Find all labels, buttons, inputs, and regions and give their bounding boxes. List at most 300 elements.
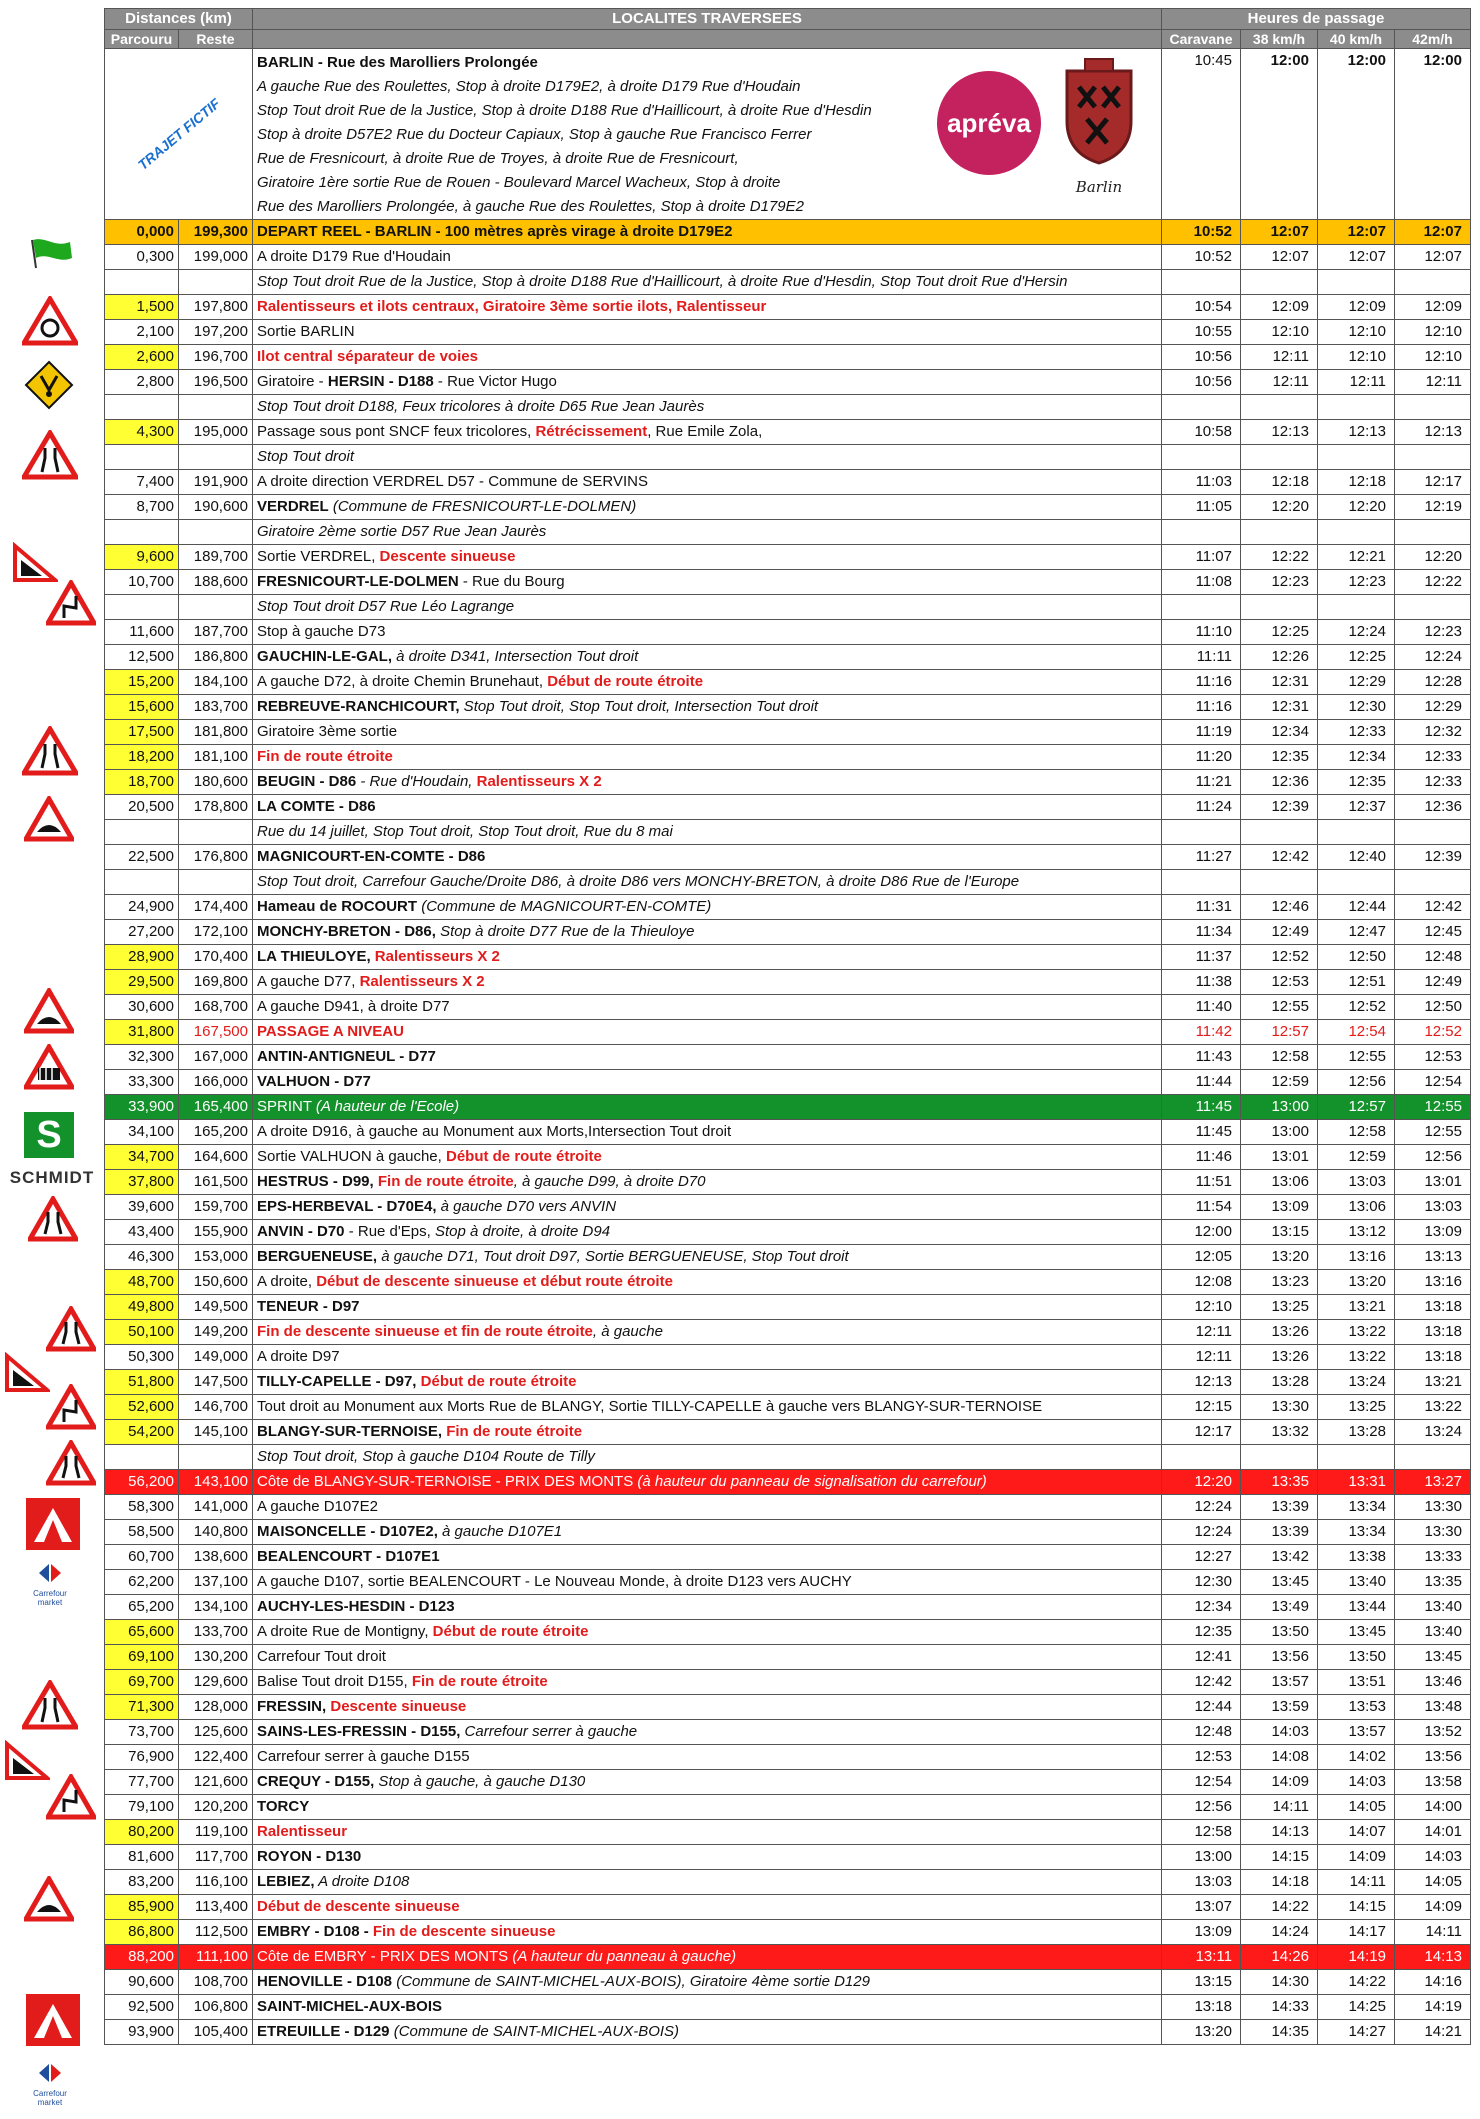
time-40: 13:31 <box>1318 1470 1395 1495</box>
time-38: 12:42 <box>1241 845 1318 870</box>
description-part: Stop Tout droit, Carrefour Gauche/Droite D86, à droite D86 vers MONCHY-BRETON, à droite D86 Rue de l'Europe <box>257 873 1020 890</box>
caravane-time <box>1162 1445 1241 1470</box>
route-continuation-row <box>105 595 1471 620</box>
location-description <box>253 1720 1162 1745</box>
route-row <box>105 545 1471 570</box>
caravane-time: 12:11 <box>1162 1345 1241 1370</box>
time-38: 12:18 <box>1241 470 1318 495</box>
caravane-time: 12:17 <box>1162 1420 1241 1445</box>
km-reste: 169,800 <box>179 970 253 995</box>
location-description <box>253 320 1162 345</box>
time-38: 12:31 <box>1241 695 1318 720</box>
time-38: 13:20 <box>1241 1245 1318 1270</box>
description-part: A droite direction VERDREL D57 - Commune de SERVINS <box>257 473 649 490</box>
km-reste: 161,500 <box>179 1170 253 1195</box>
time-42: 12:49 <box>1395 970 1471 995</box>
description-part: Rue du 14 juillet, Stop Tout droit, Stop Tout droit, Rue du 8 mai <box>257 823 673 840</box>
km-parcouru: 46,300 <box>105 1245 179 1270</box>
caravane-time: 13:03 <box>1162 1870 1241 1895</box>
caravane-time: 10:45 <box>1162 49 1241 220</box>
time-38: 13:59 <box>1241 1695 1318 1720</box>
description-part: à gauche D107E1 <box>437 1523 563 1540</box>
route-row <box>105 770 1471 795</box>
km-reste: 176,800 <box>179 845 253 870</box>
caravane-time: 11:38 <box>1162 970 1241 995</box>
km-parcouru: 76,900 <box>105 1745 179 1770</box>
time-40 <box>1318 520 1395 545</box>
time-42: 13:27 <box>1395 1470 1471 1495</box>
route-row <box>105 495 1471 520</box>
narrowing-road-sign-icon <box>28 1196 78 1242</box>
location-description <box>253 1420 1162 1445</box>
location-description <box>253 795 1162 820</box>
caravane-time: 11:42 <box>1162 1020 1241 1045</box>
time-38: 12:58 <box>1241 1045 1318 1070</box>
caravane-time: 11:08 <box>1162 570 1241 595</box>
time-40: 12:18 <box>1318 470 1395 495</box>
km-parcouru: 62,200 <box>105 1570 179 1595</box>
route-row <box>105 1620 1471 1645</box>
km-reste: 150,600 <box>179 1270 253 1295</box>
description-part: A gauche D72, à droite Chemin Brunehaut, <box>257 673 548 690</box>
route-row <box>105 1520 1471 1545</box>
time-40: 12:23 <box>1318 570 1395 595</box>
time-42: 14:19 <box>1395 1995 1471 2020</box>
description-part: à droite D341, Intersection Tout droit <box>392 648 639 665</box>
time-38: 12:36 <box>1241 770 1318 795</box>
time-42: 12:53 <box>1395 1045 1471 1070</box>
time-42: 14:00 <box>1395 1795 1471 1820</box>
caravane-time: 11:31 <box>1162 895 1241 920</box>
description-part: REBREUVE-RANCHICOURT, <box>257 698 460 715</box>
km-parcouru: 58,300 <box>105 1495 179 1520</box>
location-description <box>253 1770 1162 1795</box>
caravane-time: 12:24 <box>1162 1495 1241 1520</box>
caravane-time: 12:58 <box>1162 1820 1241 1845</box>
location-description <box>253 1995 1162 2020</box>
narrowing-road-sign-icon <box>22 1680 78 1730</box>
time-38: 13:32 <box>1241 1420 1318 1445</box>
caravane-time: 10:54 <box>1162 295 1241 320</box>
km-reste: 146,700 <box>179 1395 253 1420</box>
km-reste <box>179 595 253 620</box>
time-38: 14:13 <box>1241 1820 1318 1845</box>
km-reste: 143,100 <box>179 1470 253 1495</box>
time-42 <box>1395 395 1471 420</box>
time-40 <box>1318 870 1395 895</box>
time-40 <box>1318 445 1395 470</box>
time-42: 13:46 <box>1395 1670 1471 1695</box>
time-40: 14:11 <box>1318 1870 1395 1895</box>
description-part: Passage sous pont SNCF feux tricolores, <box>257 423 536 440</box>
location-description <box>253 1395 1162 1420</box>
carrefour-market-logo: Carrefour market <box>28 2062 72 2102</box>
km-parcouru <box>105 520 179 545</box>
time-42: 12:52 <box>1395 1020 1471 1045</box>
caravane-time: 11:03 <box>1162 470 1241 495</box>
km-reste: 120,200 <box>179 1795 253 1820</box>
km-parcouru: 85,900 <box>105 1895 179 1920</box>
time-40: 12:24 <box>1318 620 1395 645</box>
time-42: 13:09 <box>1395 1220 1471 1245</box>
intro-line: Giratoire 1ère sortie Rue de Rouen - Boulevard Marcel Wacheux, Stop à droite <box>257 174 781 191</box>
time-42: 12:29 <box>1395 695 1471 720</box>
description-part: EPS-HERBEVAL - D70E4, <box>257 1198 437 1215</box>
time-40: 13:53 <box>1318 1695 1395 1720</box>
km-parcouru: 0,300 <box>105 245 179 270</box>
km-reste: 165,200 <box>179 1120 253 1145</box>
caravane-time: 11:10 <box>1162 620 1241 645</box>
km-parcouru: 79,100 <box>105 1795 179 1820</box>
description-part: ETREUILLE - D129 <box>257 2023 390 2040</box>
description-part: Fin de route étroite <box>257 748 393 765</box>
caravane-time: 12:10 <box>1162 1295 1241 1320</box>
km-parcouru: 33,300 <box>105 1070 179 1095</box>
route-continuation-row <box>105 445 1471 470</box>
km-reste: 140,800 <box>179 1520 253 1545</box>
km-parcouru: 9,600 <box>105 545 179 570</box>
caravane-time: 12:30 <box>1162 1570 1241 1595</box>
time-42: 14:01 <box>1395 1820 1471 1845</box>
km-parcouru: 37,800 <box>105 1170 179 1195</box>
location-description <box>253 545 1162 570</box>
km-reste: 199,000 <box>179 245 253 270</box>
description-part: A gauche D107, sortie BEALENCOURT - Le Nouveau Monde, à droite D123 vers AUCHY <box>257 1573 852 1590</box>
location-description <box>253 220 1162 245</box>
time-42: 13:24 <box>1395 1420 1471 1445</box>
description-part: Descente sinueuse <box>379 548 516 565</box>
km-parcouru: 71,300 <box>105 1695 179 1720</box>
description-part: ROYON - D130 <box>257 1848 362 1865</box>
km-reste: 125,600 <box>179 1720 253 1745</box>
description-part: HESTRUS - D99, <box>257 1173 378 1190</box>
descent-sign-icon <box>4 1352 50 1394</box>
km-reste: 117,700 <box>179 1845 253 1870</box>
description-part: - Rue du Bourg <box>458 573 565 590</box>
time-40: 12:21 <box>1318 545 1395 570</box>
description-part: à gauche D70 vers ANVIN <box>436 1198 617 1215</box>
description-part: (à hauteur du panneau de signalisation du carrefour) <box>637 1473 987 1490</box>
time-42: 12:42 <box>1395 895 1471 920</box>
route-row <box>105 1870 1471 1895</box>
description-part: Sortie BARLIN <box>257 323 355 340</box>
time-38: 13:28 <box>1241 1370 1318 1395</box>
time-42: 12:10 <box>1395 345 1471 370</box>
description-part: - Rue d'Houdain, <box>356 773 477 790</box>
caravane-time <box>1162 870 1241 895</box>
time-42: 13:18 <box>1395 1345 1471 1370</box>
km-parcouru: 4,300 <box>105 420 179 445</box>
time-40: 14:02 <box>1318 1745 1395 1770</box>
route-row <box>105 1695 1471 1720</box>
description-part: Sortie VALHUON à gauche, <box>257 1148 446 1165</box>
time-38: 13:57 <box>1241 1670 1318 1695</box>
time-42: 13:21 <box>1395 1370 1471 1395</box>
time-40: 13:21 <box>1318 1295 1395 1320</box>
km-parcouru: 69,700 <box>105 1670 179 1695</box>
time-40: 14:17 <box>1318 1920 1395 1945</box>
route-row <box>105 795 1471 820</box>
caravane-time: 11:16 <box>1162 695 1241 720</box>
km-parcouru: 34,100 <box>105 1120 179 1145</box>
time-38: 12:31 <box>1241 670 1318 695</box>
description-part: LA COMTE - D86 <box>257 798 376 815</box>
km-reste: 197,800 <box>179 295 253 320</box>
time-38: 12:07 <box>1241 245 1318 270</box>
speed-40-header: 40 km/h <box>1318 30 1395 49</box>
time-38: 13:09 <box>1241 1195 1318 1220</box>
km-reste: 147,500 <box>179 1370 253 1395</box>
route-row <box>105 620 1471 645</box>
caravane-time: 12:44 <box>1162 1695 1241 1720</box>
intro-line: Stop Tout droit Rue de la Justice, Stop à droite D188 Rue d'Haillicourt, à droite Rue d'Hesdin <box>257 102 872 119</box>
time-38: 12:09 <box>1241 295 1318 320</box>
time-42: 12:19 <box>1395 495 1471 520</box>
km-parcouru: 28,900 <box>105 945 179 970</box>
time-38: 12:25 <box>1241 620 1318 645</box>
caravane-time: 12:53 <box>1162 1745 1241 1770</box>
location-description <box>253 520 1162 545</box>
heures-header: Heures de passage <box>1162 9 1471 30</box>
km-reste: 168,700 <box>179 995 253 1020</box>
time-42: 13:56 <box>1395 1745 1471 1770</box>
time-40: 14:07 <box>1318 1820 1395 1845</box>
km-reste: 153,000 <box>179 1245 253 1270</box>
time-40: 14:27 <box>1318 2020 1395 2045</box>
description-part: Descente sinueuse <box>330 1698 467 1715</box>
description-part: Stop Tout droit <box>257 448 355 465</box>
time-40: 12:11 <box>1318 370 1395 395</box>
km-reste: 197,200 <box>179 320 253 345</box>
time-42: 13:30 <box>1395 1520 1471 1545</box>
route-row <box>105 1145 1471 1170</box>
km-parcouru: 48,700 <box>105 1270 179 1295</box>
km-parcouru: 17,500 <box>105 720 179 745</box>
caravane-time: 10:56 <box>1162 370 1241 395</box>
time-40 <box>1318 1445 1395 1470</box>
winding-road-sign-icon <box>46 1774 96 1820</box>
km-reste: 181,800 <box>179 720 253 745</box>
km-reste: 108,700 <box>179 1970 253 1995</box>
km-parcouru: 0,000 <box>105 220 179 245</box>
location-description <box>253 945 1162 970</box>
time-40: 12:10 <box>1318 320 1395 345</box>
description-part: A gauche D107E2 <box>257 1498 378 1515</box>
fictif-route-description <box>253 49 1162 220</box>
description-part: Stop à gauche, à gauche D130 <box>374 1773 586 1790</box>
time-40: 13:50 <box>1318 1645 1395 1670</box>
km-parcouru: 30,600 <box>105 995 179 1020</box>
km-parcouru: 86,800 <box>105 1920 179 1945</box>
caravane-header: Caravane <box>1162 30 1241 49</box>
location-description <box>253 720 1162 745</box>
km-reste: 172,100 <box>179 920 253 945</box>
route-row <box>105 1770 1471 1795</box>
location-description <box>253 295 1162 320</box>
km-reste: 167,500 <box>179 1020 253 1045</box>
caravane-time: 11:51 <box>1162 1170 1241 1195</box>
time-42: 12:28 <box>1395 670 1471 695</box>
time-38: 14:11 <box>1241 1795 1318 1820</box>
time-42: 13:40 <box>1395 1620 1471 1645</box>
winding-road-sign-icon <box>46 1384 96 1430</box>
route-row <box>105 745 1471 770</box>
description-part: Début de route étroite <box>445 1148 602 1165</box>
location-description <box>253 1845 1162 1870</box>
location-description <box>253 1370 1162 1395</box>
route-row <box>105 1845 1471 1870</box>
time-38: 12:52 <box>1241 945 1318 970</box>
time-40: 12:54 <box>1318 1020 1395 1045</box>
route-row <box>105 1545 1471 1570</box>
description-part: Carrefour serrer à gauche D155 <box>257 1748 470 1765</box>
description-part: Fin de descente sinueuse <box>372 1923 556 1940</box>
time-38: 14:33 <box>1241 1995 1318 2020</box>
description-part: VALHUON - D77 <box>257 1073 371 1090</box>
caravane-time <box>1162 270 1241 295</box>
description-part: SAINS-LES-FRESSIN - D155, <box>257 1723 461 1740</box>
time-40: 12:56 <box>1318 1070 1395 1095</box>
mountain-prize-icon <box>26 1498 80 1550</box>
time-42: 12:32 <box>1395 720 1471 745</box>
time-40: 13:51 <box>1318 1670 1395 1695</box>
intro-line: Rue de Fresnicourt, à droite Rue de Troyes, à droite Rue de Fresnicourt, <box>257 150 739 167</box>
km-reste <box>179 820 253 845</box>
time-40: 13:28 <box>1318 1420 1395 1445</box>
km-reste: 138,600 <box>179 1545 253 1570</box>
time-42 <box>1395 445 1471 470</box>
time-38: 14:35 <box>1241 2020 1318 2045</box>
km-parcouru: 90,600 <box>105 1970 179 1995</box>
time-38: 12:46 <box>1241 895 1318 920</box>
description-part: CREQUY - D155, <box>257 1773 375 1790</box>
caravane-time <box>1162 520 1241 545</box>
sprint-icon: S <box>24 1112 74 1158</box>
km-reste: 149,000 <box>179 1345 253 1370</box>
route-row <box>105 2020 1471 2045</box>
caravane-time: 12:00 <box>1162 1220 1241 1245</box>
km-reste: 111,100 <box>179 1945 253 1970</box>
time-38: 12:55 <box>1241 995 1318 1020</box>
time-40: 14:22 <box>1318 1970 1395 1995</box>
location-description <box>253 1320 1162 1345</box>
description-part: (A hauteur du panneau à gauche) <box>512 1948 737 1965</box>
route-row <box>105 345 1471 370</box>
km-reste: 141,000 <box>179 1495 253 1520</box>
km-parcouru: 60,700 <box>105 1545 179 1570</box>
time-42: 12:33 <box>1395 770 1471 795</box>
caravane-time: 13:18 <box>1162 1995 1241 2020</box>
km-reste: 170,400 <box>179 945 253 970</box>
time-38: 13:26 <box>1241 1320 1318 1345</box>
time-38 <box>1241 1445 1318 1470</box>
time-40: 12:07 <box>1318 245 1395 270</box>
description-part: TORCY <box>257 1798 310 1815</box>
route-row <box>105 970 1471 995</box>
km-reste: 130,200 <box>179 1645 253 1670</box>
km-parcouru <box>105 1445 179 1470</box>
location-description <box>253 570 1162 595</box>
location-description <box>253 1120 1162 1145</box>
time-40: 12:33 <box>1318 720 1395 745</box>
route-row <box>105 420 1471 445</box>
location-description <box>253 370 1162 395</box>
km-parcouru: 65,200 <box>105 1595 179 1620</box>
km-reste: 137,100 <box>179 1570 253 1595</box>
description-part: Fin de route étroite <box>411 1673 548 1690</box>
time-42: 14:11 <box>1395 1920 1471 1945</box>
time-40: 14:15 <box>1318 1895 1395 1920</box>
location-description <box>253 1295 1162 1320</box>
time-40: 12:47 <box>1318 920 1395 945</box>
time-38: 12:59 <box>1241 1070 1318 1095</box>
km-parcouru: 34,700 <box>105 1145 179 1170</box>
description-part: Début de route étroite <box>432 1623 589 1640</box>
time-38: 13:26 <box>1241 1345 1318 1370</box>
time-40: 12:44 <box>1318 895 1395 920</box>
location-description <box>253 1670 1162 1695</box>
time-38: 13:49 <box>1241 1595 1318 1620</box>
caravane-time: 11:20 <box>1162 745 1241 770</box>
time-40: 12:09 <box>1318 295 1395 320</box>
time-38 <box>1241 870 1318 895</box>
time-42: 13:16 <box>1395 1270 1471 1295</box>
route-continuation-row <box>105 820 1471 845</box>
description-part: BERGUENEUSE, <box>257 1248 378 1265</box>
location-description <box>253 620 1162 645</box>
description-part: Ralentisseur <box>257 1823 348 1840</box>
km-reste <box>179 270 253 295</box>
km-reste <box>179 395 253 420</box>
time-40: 12:07 <box>1318 220 1395 245</box>
route-row <box>105 1095 1471 1120</box>
km-reste: 116,100 <box>179 1870 253 1895</box>
route-continuation-row <box>105 1445 1471 1470</box>
route-continuation-row <box>105 870 1471 895</box>
time-42: 13:35 <box>1395 1570 1471 1595</box>
time-42: 12:23 <box>1395 620 1471 645</box>
time-38: 13:23 <box>1241 1270 1318 1295</box>
time-38: 14:09 <box>1241 1770 1318 1795</box>
time-40: 12:58 <box>1318 1120 1395 1145</box>
description-part: ANVIN - D70 <box>257 1223 345 1240</box>
caravane-time: 12:11 <box>1162 1320 1241 1345</box>
route-row <box>105 920 1471 945</box>
location-description <box>253 245 1162 270</box>
route-row <box>105 245 1471 270</box>
location-description <box>253 1895 1162 1920</box>
time-38: 13:42 <box>1241 1545 1318 1570</box>
km-reste: 128,000 <box>179 1695 253 1720</box>
schmidt-logo: SCHMIDT <box>9 1168 95 1187</box>
location-description <box>253 395 1162 420</box>
caravane-time <box>1162 595 1241 620</box>
time-38: 12:26 <box>1241 645 1318 670</box>
description-part: MAGNICOURT-EN-COMTE - D86 <box>257 848 486 865</box>
km-reste: 122,400 <box>179 1745 253 1770</box>
descent-sign-icon <box>12 542 58 584</box>
caravane-time: 10:58 <box>1162 420 1241 445</box>
time-38 <box>1241 595 1318 620</box>
km-parcouru: 58,500 <box>105 1520 179 1545</box>
time-38: 14:22 <box>1241 1895 1318 1920</box>
narrowing-road-sign-icon <box>22 430 78 480</box>
time-42: 12:17 <box>1395 470 1471 495</box>
route-row <box>105 470 1471 495</box>
route-row <box>105 1245 1471 1270</box>
km-parcouru: 88,200 <box>105 1945 179 1970</box>
location-description <box>253 1145 1162 1170</box>
